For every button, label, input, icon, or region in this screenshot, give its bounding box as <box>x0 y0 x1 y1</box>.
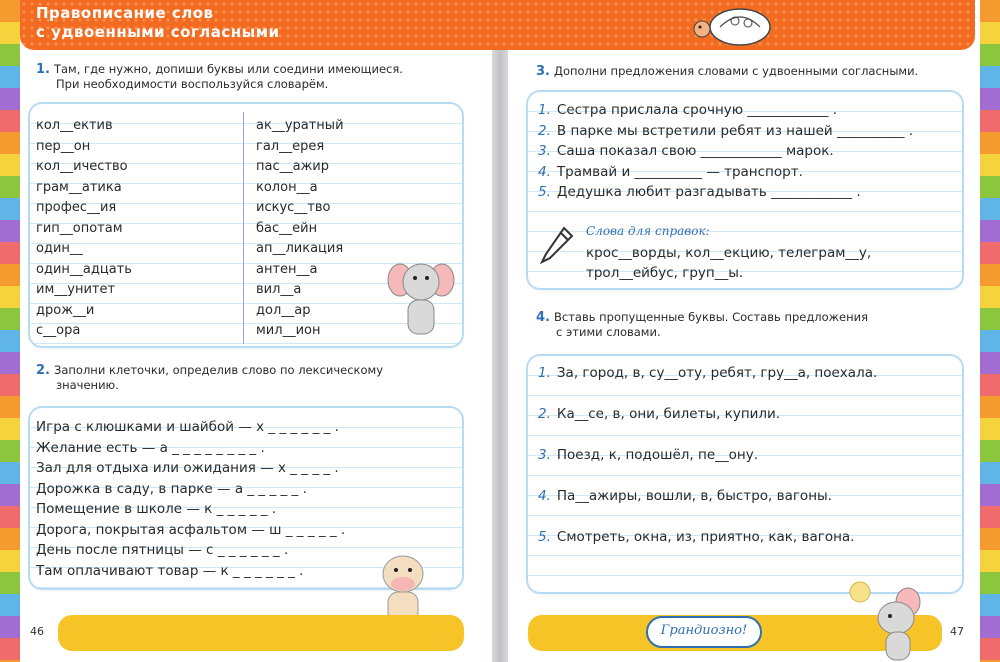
task2-text-1: Заполни клеточки, определив слово по лексическому <box>53 363 384 377</box>
word-item: дрож__и <box>36 302 95 318</box>
sentence-text: В парке мы встретили ребят из нашей __________ . <box>556 122 914 139</box>
definition-row: Помещение в школе — к _ _ _ _ _ . <box>36 501 277 517</box>
word-item: один__ <box>36 241 83 256</box>
sentence-number: 4. <box>538 488 551 504</box>
turtle-icon <box>690 3 776 47</box>
task1-text-1: Там, где нужно, допиши буквы или соедини имеющиеся. <box>53 62 403 76</box>
word-item: профес__ия <box>36 200 117 215</box>
task3-text: Дополни предложения словами с удвоенными согласными. <box>553 64 919 78</box>
sentence-text: Смотреть, окна, из, приятно, как, вагона. <box>556 529 855 545</box>
sentence-number: 1. <box>538 365 551 381</box>
hint-line-2: трол__ейбус, груп__ы. <box>586 265 744 281</box>
title-line-2: с удвоенными согласными <box>36 23 280 41</box>
sentence-number: 5. <box>538 529 551 545</box>
sentence-text: За, город, в, су__оту, ребят, гру__а, поехала. <box>556 365 878 381</box>
sentence-text: Сестра прислала срочную ____________ . <box>556 102 838 118</box>
task4-text-1: Вставь пропущенные буквы. Составь предложения <box>553 310 869 324</box>
mouse-icon <box>846 578 930 662</box>
sentence-row <box>538 122 913 140</box>
left-edge-stripes <box>0 0 20 662</box>
sentence-number: 2. <box>538 122 551 139</box>
sentence-number: 4. <box>538 163 551 180</box>
word-item: один__адцать <box>36 261 132 277</box>
page-number-right: 47 <box>950 625 964 638</box>
task1-number: 1. <box>36 62 50 77</box>
definition-row: День после пятницы — с _ _ _ _ _ _ . <box>36 542 289 558</box>
definition-row: Игра с клюшками и шайбой — х _ _ _ _ _ _ . <box>36 419 339 435</box>
word-item: антен__а <box>256 261 318 277</box>
book-spine <box>492 0 508 662</box>
word-item: мил__ион <box>256 323 321 338</box>
elephant-icon <box>386 250 456 342</box>
sentence-row <box>538 183 861 201</box>
word-item: грам__атика <box>36 179 122 195</box>
word-item: ап__ликация <box>256 241 344 256</box>
task3-number: 3. <box>536 64 550 79</box>
footer-bar-left <box>58 615 464 651</box>
task3-instruction <box>536 64 966 79</box>
sentence-row <box>538 528 855 546</box>
sentence-number: 3. <box>538 143 551 159</box>
hint-line-1: крос__ворды, кол__екцию, телеграм__у, <box>586 245 872 261</box>
definition-row: Желание есть — а _ _ _ _ _ _ _ _ . <box>36 439 265 456</box>
word-item: вил__а <box>256 282 302 297</box>
hint-title: Слова для справок: <box>586 224 710 238</box>
definition-row: Зал для отдыха или ожидания — х _ _ _ _ . <box>36 460 339 476</box>
sentence-number: 2. <box>538 406 551 422</box>
word-item: колон__а <box>256 179 318 195</box>
sentence-number: 3. <box>538 447 551 463</box>
sentence-row <box>538 101 837 119</box>
word-item: кол__ектив <box>36 118 113 133</box>
column-divider <box>243 112 244 344</box>
word-item: пер__он <box>36 138 91 154</box>
word-item: бас__ейн <box>256 220 318 236</box>
task2-instruction <box>36 363 476 393</box>
sentence-text: Па__ажиры, вошли, в, быстро, вагоны. <box>556 488 832 504</box>
page-number-left: 46 <box>30 625 44 638</box>
task4-number: 4. <box>536 310 550 325</box>
word-item: им__унитет <box>36 282 116 297</box>
sentence-text: Дедушка любит разгадывать ____________ . <box>556 184 861 200</box>
word-item: искус__тво <box>256 200 331 215</box>
word-item: гал__ерея <box>256 138 325 154</box>
task1-instruction <box>36 62 476 92</box>
task4-card <box>528 356 962 592</box>
sentence-number: 5. <box>538 184 551 200</box>
task2-number: 2. <box>36 363 50 378</box>
sentence-row <box>538 487 832 505</box>
word-item: с__ора <box>36 323 81 338</box>
speech-bubble: Грандиозно! <box>646 616 762 648</box>
sentence-number: 1. <box>538 102 551 118</box>
sentence-text: Ка__се, в, они, билеты, купили. <box>556 406 781 422</box>
word-item: пас__ажир <box>256 159 329 174</box>
task4-instruction <box>536 310 966 340</box>
task2-text-2: значению. <box>56 378 119 392</box>
sentence-row <box>538 446 758 464</box>
title-line-1: Правописание слов <box>36 4 214 22</box>
sentence-text: Поезд, к, подошёл, пе__ону. <box>556 447 758 463</box>
task4-text-2: с этими словами. <box>556 325 661 339</box>
pencil-icon <box>540 226 574 266</box>
word-item: ак__уратный <box>256 118 344 133</box>
sentence-row <box>538 364 877 382</box>
sentence-row <box>538 163 803 181</box>
page-title <box>36 4 336 42</box>
sentence-row <box>538 142 834 160</box>
sentence-row <box>538 405 780 423</box>
sentence-text: Трамвай и __________ — транспорт. <box>556 163 803 180</box>
word-item: гип__опотам <box>36 220 123 236</box>
definition-row: Дорожка в саду, в парке — а _ _ _ _ _ . <box>36 480 307 497</box>
definition-row: Там оплачивают товар — к _ _ _ _ _ _ . <box>36 562 304 579</box>
task1-text-2: При необходимости воспользуйся словарём. <box>56 77 329 91</box>
right-edge-stripes <box>980 0 1000 662</box>
word-item: дол__ар <box>256 302 311 318</box>
definition-row: Дорога, покрытая асфальтом — ш _ _ _ _ _ . <box>36 521 346 538</box>
word-item: кол__ичество <box>36 159 128 174</box>
sentence-text: Саша показал свою ____________ марок. <box>556 143 834 159</box>
